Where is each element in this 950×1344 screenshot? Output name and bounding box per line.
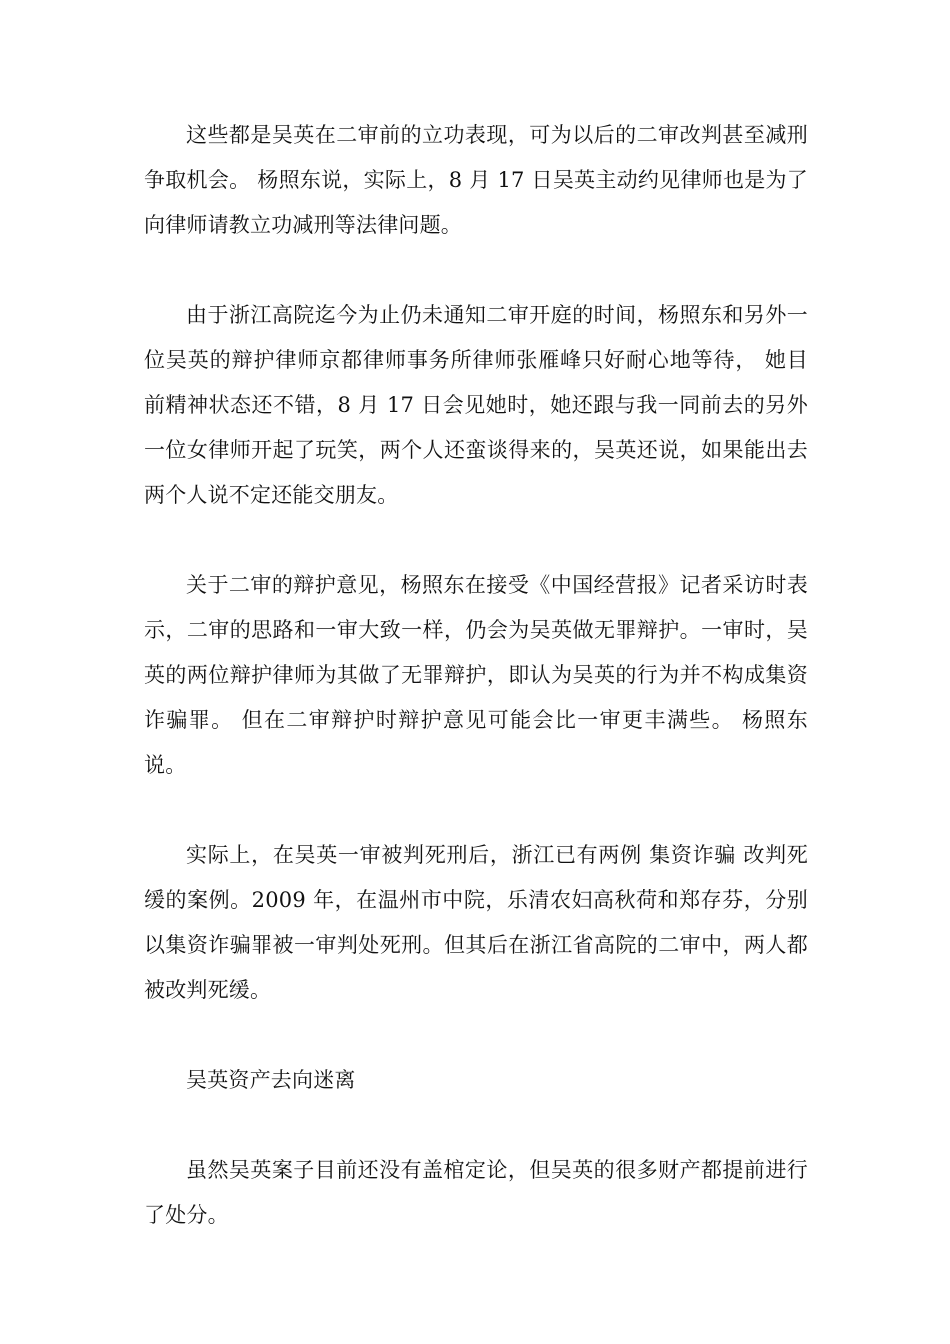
section-heading: 吴英资产去向迷离: [186, 1068, 356, 1092]
paragraph-spacer: [144, 1013, 808, 1058]
paragraph-spacer: [144, 788, 808, 833]
paragraph-3: 关于二审的辩护意见，杨照东在接受《中国经营报》记者采访时表示，二审的思路和一审大致一样，仍会为吴英做无罪辩护。一审时，吴英的两位辩护律师为其做了无罪辩护，即认为吴英的行为并不构成集资诈骗罪。 但在二审辩护时辩护意见可能会比一审更丰满些。 杨照东说。: [144, 573, 808, 777]
paragraph-spacer: [144, 1103, 808, 1148]
paragraph-2: 由于浙江高院迄今为止仍未通知二审开庭的时间，杨照东和另外一位吴英的辩护律师京都律师事务所律师张雁峰只好耐心地等待， 她目前精神状态还不错，8 月 17 日会见她时，她还跟与我一同前去的另外一位女律师开起了玩笑，两个人还蛮谈得来的，吴英还说，如果能出去两个人说不定还能交朋友。: [144, 303, 808, 507]
paragraph-5: 虽然吴英案子目前还没有盖棺定论，但吴英的很多财产都提前进行了处分。: [144, 1158, 808, 1227]
paragraph-spacer: [144, 248, 808, 293]
paragraph-4: 实际上，在吴英一审被判死刑后，浙江已有两例 集资诈骗 改判死缓的案例。2009 年，在温州市中院，乐清农妇高秋荷和郑存芬，分别以集资诈骗罪被一审判处死刑。但其后在浙江省高院的二审中，两人都被改判死缓。: [144, 843, 808, 1002]
document-body: [144, 113, 808, 1238]
paragraph-spacer: [144, 518, 808, 563]
paragraph-1: 这些都是吴英在二审前的立功表现，可为以后的二审改判甚至减刑争取机会。 杨照东说，实际上，8 月 17 日吴英主动约见律师也是为了向律师请教立功减刑等法律问题。: [144, 123, 808, 237]
